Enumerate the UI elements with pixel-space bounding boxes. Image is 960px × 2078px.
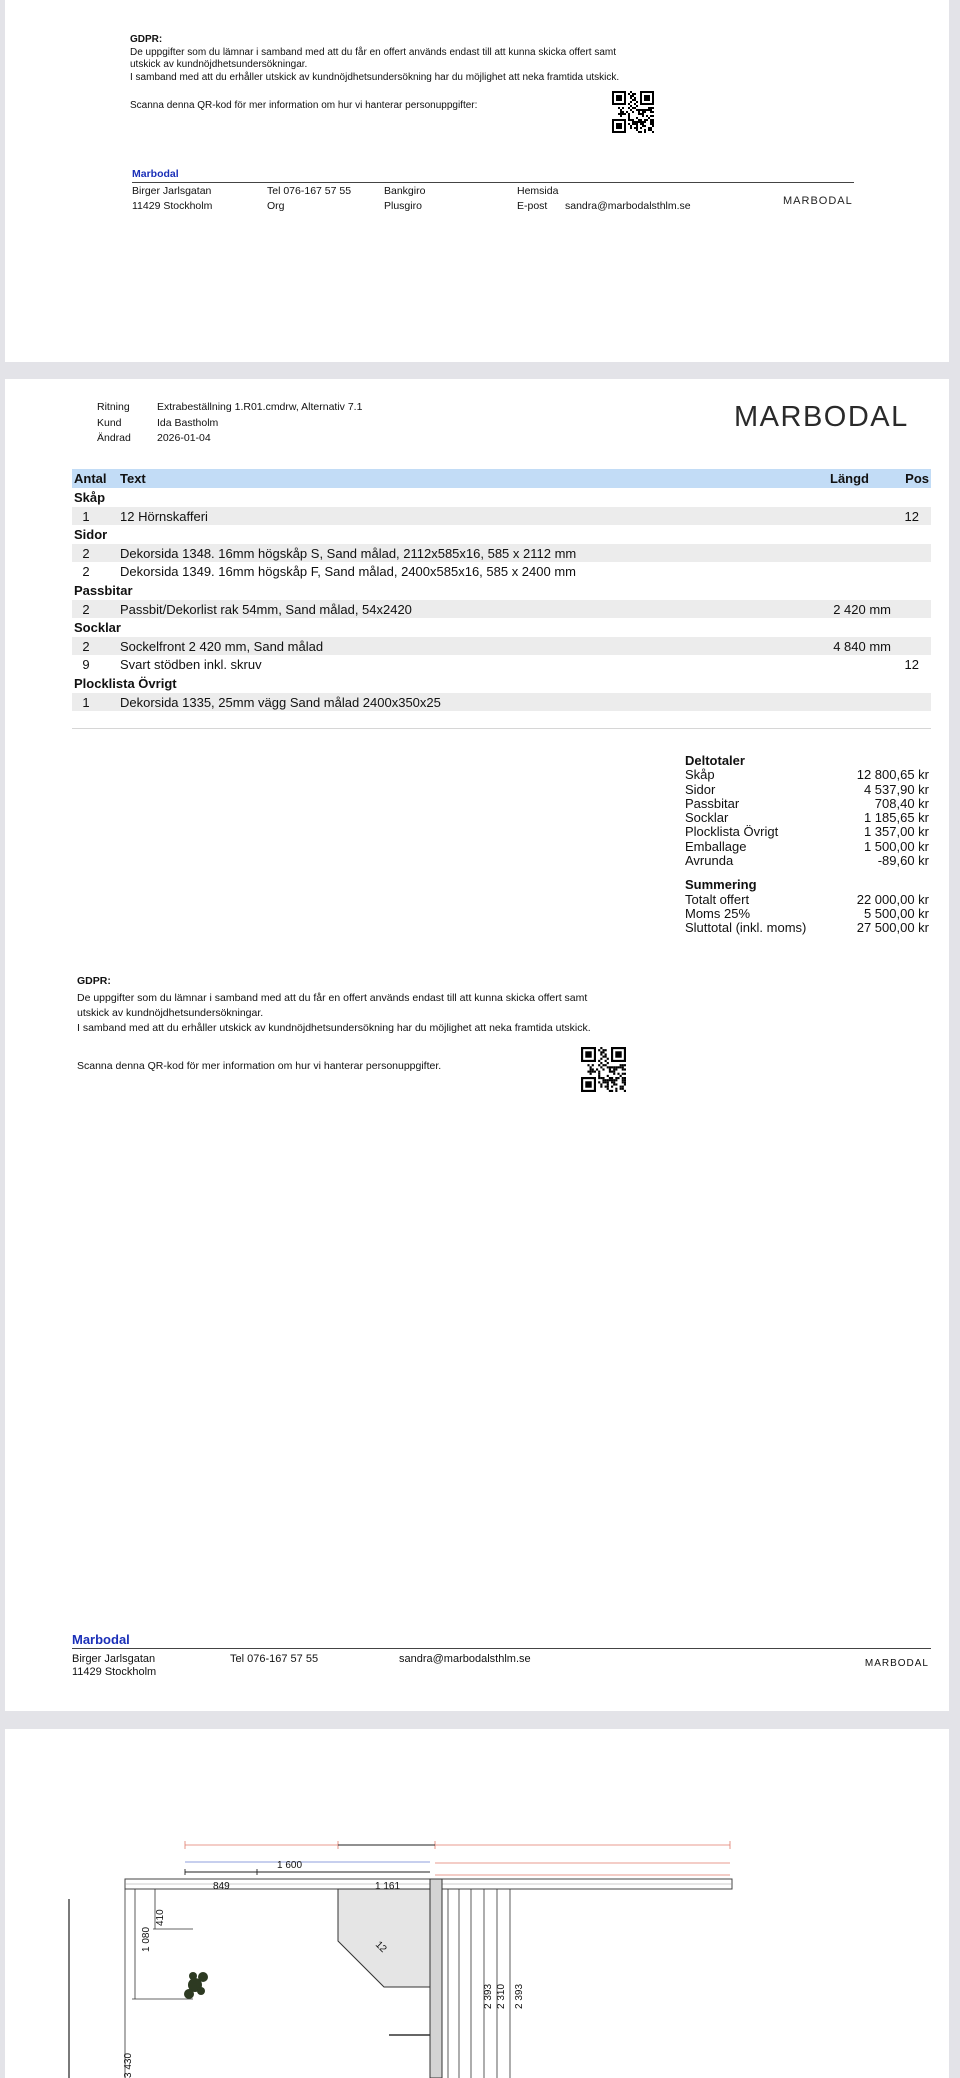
footer-org: Org [267,200,285,212]
section-title: Skåp [74,490,106,505]
table-section-header [72,525,931,544]
total-value: 22 000,00 kr [856,891,929,907]
cell-text: Dekorsida 1335, 25mm vägg Sand målad 2400x350x25 [120,694,441,710]
cell-text: Sockelfront 2 420 mm, Sand målad [120,638,324,654]
table-row [72,562,931,581]
footer-tel: Tel 076-167 57 55 [267,185,352,197]
cell-text: Dekorsida 1349. 16mm högskåp F, Sand målad, 2400x585x16, 585 x 2400 mm [120,564,576,580]
dim-2393-a: 2 393 [483,1983,494,2009]
deltotaler-title: Deltotaler [685,753,745,768]
footer-street: Birger Jarlsgatan [132,185,212,197]
offer-header [97,400,362,447]
cell-pos: 12 [904,657,919,673]
footer-brand: Marbodal [72,1632,130,1647]
table-section-header [72,674,931,693]
total-value: 1 357,00 kr [863,824,929,840]
footer-zip-city: 11429 Stockholm [72,1666,157,1678]
total-label: Totalt offert [685,891,750,907]
cell-langd: 4 840 mm [833,638,891,654]
ritning-label: Ritning [97,401,130,413]
total-label: Skåp [685,767,715,783]
kund-label: Kund [97,416,122,429]
marbodal-logo: MARBODAL [864,1658,929,1669]
table-header [72,469,931,488]
total-label: Passbitar [685,795,740,811]
dim-2310: 2 310 [496,1983,507,2009]
total-label: Avrunda [685,853,734,869]
deltotaler-list [685,768,929,868]
dim-849: 849 [213,1881,230,1892]
cell-antal: 1 [82,508,90,524]
table-row [72,544,931,563]
gdpr-line: utskick av kundnöjdhetsundersökningar. [130,59,308,70]
col-antal: Antal [74,471,107,486]
total-row [685,768,929,782]
total-value: 1 185,65 kr [863,810,929,826]
total-value: -89,60 kr [877,853,929,869]
table-row [72,655,931,674]
cell-antal: 2 [82,564,90,580]
table-section-header [72,618,931,637]
qr-text: Scanna denna QR-kod för mer information om hur vi hanterar personuppgifter. [77,1060,442,1072]
andrad-value: 2026-01-04 [157,432,211,444]
footer-street: Birger Jarlsgatan [72,1653,156,1665]
footer-plusgiro: Plusgiro [384,200,422,212]
gdpr-line: utskick av kundnöjdhetsundersökningar. [77,1007,264,1019]
footer-epost-label: E-post [517,200,548,212]
gdpr-title: GDPR: [77,975,111,987]
andrad-label: Ändrad [97,432,131,444]
qr-code-icon [581,1047,626,1092]
gdpr-line: De uppgifter som du lämnar i samband med att du får en offert används endast till att kunna skicka offert samt [77,992,588,1004]
total-row [685,797,929,811]
table-row [72,693,931,712]
gdpr-line: De uppgifter som du lämnar i samband med att du får en offert används endast till att kunna skicka offert samt [130,46,617,58]
section-title: Passbitar [74,582,133,598]
total-row [685,825,929,839]
section-title: Plocklista Övrigt [74,675,177,691]
cell-antal: 1 [82,694,90,710]
total-value: 12 800,65 kr [856,767,929,783]
plant-icon [184,1972,208,1999]
gdpr-line: I samband med att du erhåller utskick av kundnöjdhetsundersökning har du möjlighet att neka framtida utskick. [77,1022,591,1034]
total-label: Sidor [685,781,716,797]
footer-brand: Marbodal [132,168,179,180]
gdpr-title: GDPR: [130,34,163,45]
col-langd: Längd [830,471,869,486]
page-1 [5,0,949,362]
gdpr-block [130,34,670,84]
summering-title: Summering [685,877,757,893]
col-pos: Pos [905,471,929,486]
total-value: 708,40 kr [874,795,929,811]
table-section-header [72,581,931,600]
dim-1600: 1 600 [277,1860,303,1871]
cell-antal: 2 [82,601,90,617]
footer-epost: sandra@marbodalsthlm.se [565,200,691,212]
page-footer [132,168,852,213]
dim-2393-b: 2 393 [514,1983,525,2009]
total-row [685,840,929,854]
table-section-header [72,488,931,507]
table-row [72,637,931,656]
cell-antal: 9 [82,657,90,673]
total-label: Sluttotal (inkl. moms) [685,920,807,936]
cell-text: Svart stödben inkl. skruv [120,657,262,673]
footer-tel: Tel 076-167 57 55 [230,1653,319,1665]
marbodal-logo: MARBODAL [734,401,909,433]
total-value: 4 537,90 kr [863,781,929,797]
gdpr-block [77,974,677,1036]
kund-value: Ida Bastholm [157,416,219,429]
col-text: Text [120,471,146,486]
footer-zip-city: 11429 Stockholm [132,200,213,212]
table-row [72,507,931,526]
dim-1161: 1 161 [375,1881,401,1892]
qr-code-icon [612,91,654,133]
cell-antal: 2 [82,545,90,561]
marbodal-logo: MARBODAL [783,195,853,207]
cell-pos: 12 [904,508,919,524]
qr-text: Scanna denna QR-kod för mer information om hur vi hanterar personuppgifter: [130,100,478,111]
total-value: 5 500,00 kr [863,905,929,921]
footer-email: sandra@marbodalsthlm.se [399,1653,531,1665]
total-row [685,921,929,935]
total-label: Socklar [685,810,729,826]
total-row [685,893,929,907]
section-title: Sidor [74,527,108,543]
page-footer [72,1632,931,1679]
section-title: Socklar [74,620,121,636]
total-label: Moms 25% [685,905,751,921]
order-table [72,469,931,711]
dim-1080: 1 080 [141,1926,152,1952]
total-value: 27 500,00 kr [856,920,929,936]
page-3-drawing [5,1729,949,2078]
total-row [685,811,929,825]
cell-langd: 2 420 mm [833,601,891,617]
cell-antal: 2 [82,638,90,654]
cell-text: Passbit/Dekorlist rak 54mm, Sand målad, 54x2420 [120,601,412,617]
table-row [72,600,931,619]
kitchen-plan-drawing [5,1729,949,2078]
table-divider [72,728,931,729]
footer-bankgiro: Bankgiro [384,185,426,197]
page-2 [5,379,949,1711]
total-value: 1 500,00 kr [863,838,929,854]
totals-block [685,754,929,936]
pos-label-12: 12 [372,1939,389,1955]
cell-text: 12 Hörnskafferi [120,508,208,524]
summering-list [685,893,929,936]
total-row [685,783,929,797]
gdpr-line: I samband med att du erhåller utskick av kundnöjdhetsundersökning har du möjlighet att neka framtida utskick. [130,71,620,83]
total-label: Emballage [685,838,747,854]
total-label: Plocklista Övrigt [685,824,779,840]
total-row [685,907,929,921]
dim-410: 410 [155,1909,166,1926]
total-row [685,854,929,868]
ritning-value: Extrabeställning 1.R01.cmdrw, Alternativ 7.1 [157,401,363,413]
dim-3430: 3 430 [123,2052,134,2078]
table-body [72,488,931,711]
cell-text: Dekorsida 1348. 16mm högskåp S, Sand målad, 2112x585x16, 585 x 2112 mm [120,545,577,561]
footer-hemsida: Hemsida [517,185,559,197]
